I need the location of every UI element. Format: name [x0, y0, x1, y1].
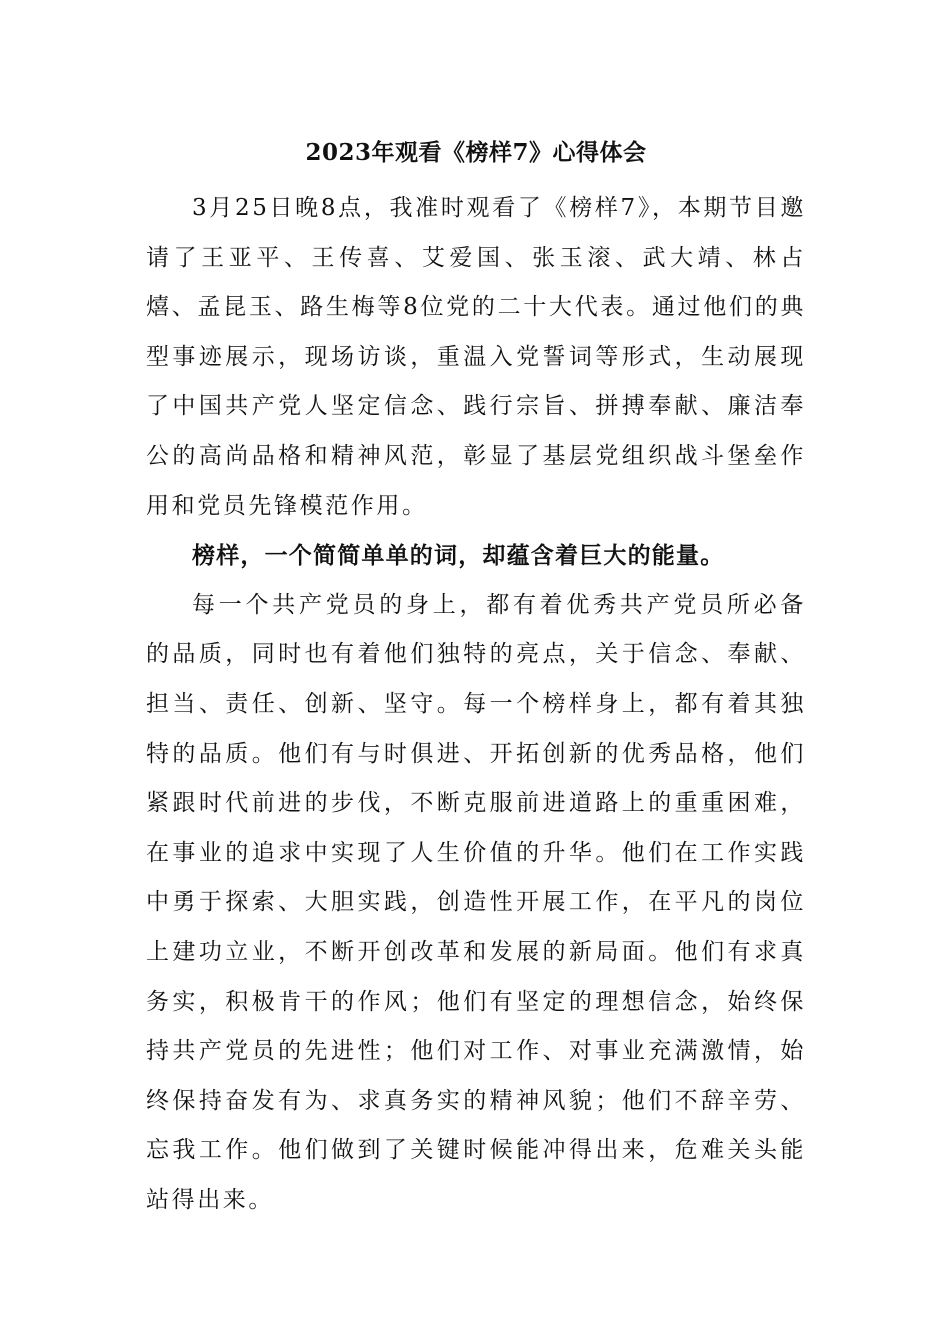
paragraph-heading-statement: 榜样，一个简简单单的词，却蕴含着巨大的能量。 [192, 542, 725, 570]
document-title: 2023年观看《榜样7》心得体会 [305, 139, 647, 166]
paragraph-intro: 3月25日晚8点，我准时观看了《榜样7》，本期节目邀请了王亚平、王传喜、艾爱国、张玉滚、武大靖、林占熺、孟昆玉、路生梅等8位党的二十大代表。通过他们的典型事迹展示，现场访谈，重温入党誓词等形式，生动展现了中国共产党人坚定信念、践行宗旨、拼搏奉献、廉洁奉公的高尚品格和精神风范，彰显了基层党组织战斗堡垒作用和党员先锋模范作用。 [146, 195, 806, 519]
document-body [146, 128, 806, 1225]
paragraph-body: 每一个共产党员的身上，都有着优秀共产党员所必备的品质，同时也有着他们独特的亮点，关于信念、奉献、担当、责任、创新、坚守。每一个榜样身上，都有着其独特的品质。他们有与时俱进、开拓创新的优秀品格，他们紧跟时代前进的步伐，不断克服前进道路上的重重困难，在事业的追求中实现了人生价值的升华。他们在工作实践中勇于探索、大胆实践，创造性开展工作，在平凡的岗位上建功立业，不断开创改革和发展的新局面。他们有求真务实，积极肯干的作风；他们有坚定的理想信念，始终保持共产党员的先进性；他们对工作、对事业充满激情，始终保持奋发有为、求真务实的精神风貌；他们不辞辛劳、忘我工作。他们做到了关键时候能冲得出来，危难关头能站得出来。 [146, 591, 806, 1213]
